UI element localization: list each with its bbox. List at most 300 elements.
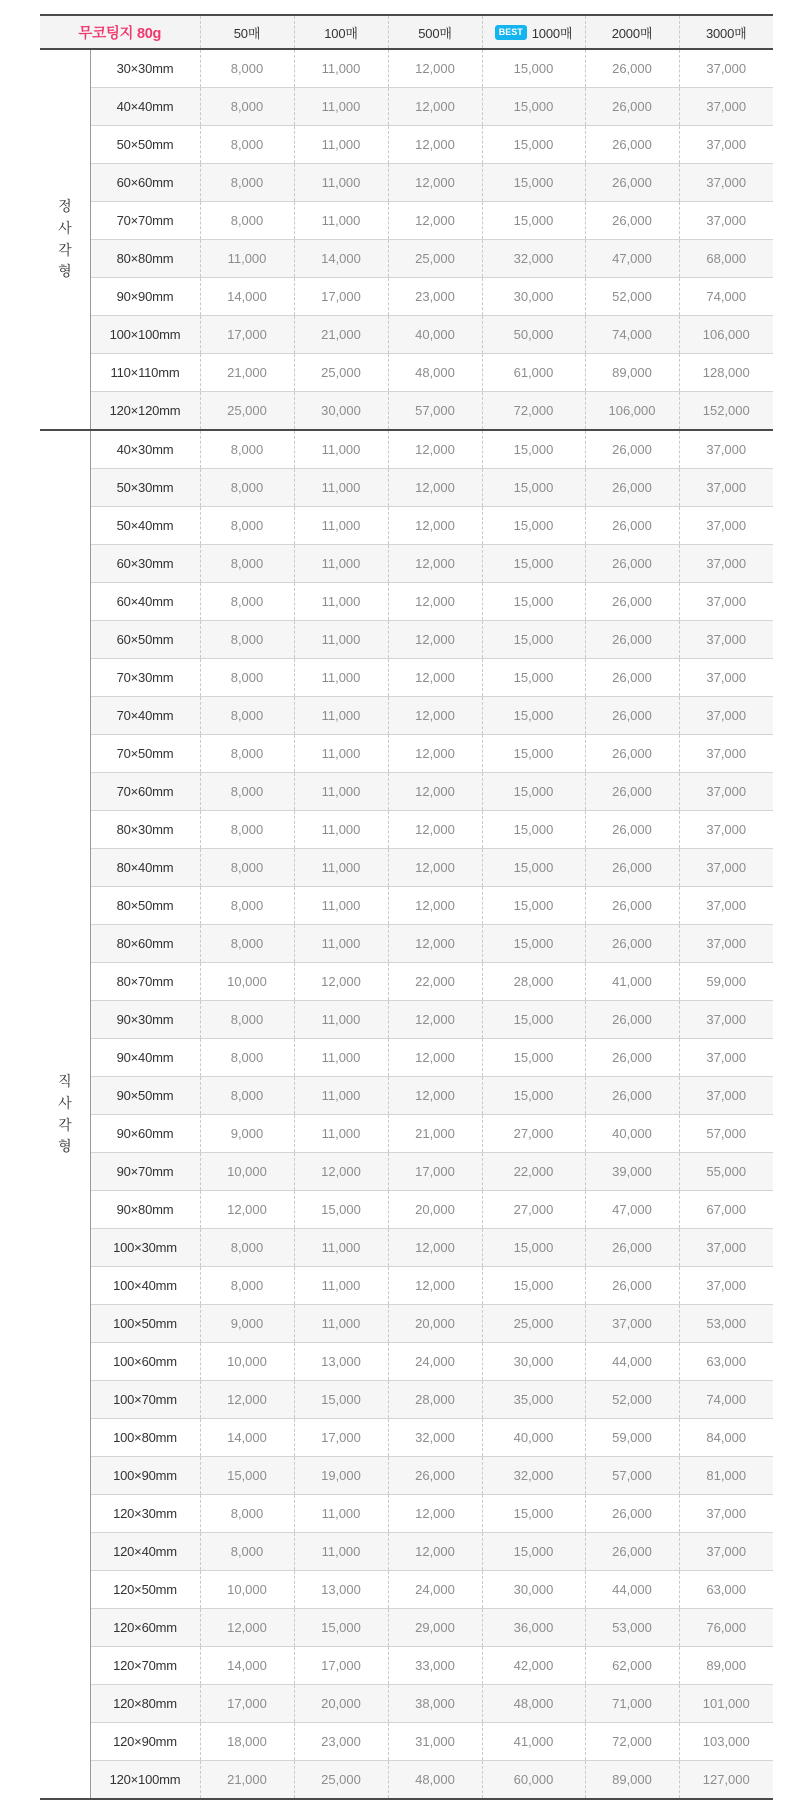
price-cell: 24,000 [388,1571,482,1609]
table-row [40,49,773,88]
price-cell: 17,000 [388,1153,482,1191]
price-cell: 12,000 [388,1495,482,1533]
price-cell: 20,000 [388,1305,482,1343]
price-cell: 8,000 [200,164,294,202]
price-cell: 37,000 [679,164,773,202]
price-cell: 12,000 [388,925,482,963]
group-label-2 [40,430,90,1799]
price-cell: 37,000 [679,1267,773,1305]
price-cell: 106,000 [585,392,679,431]
price-cell: 26,000 [585,430,679,469]
price-cell: 55,000 [679,1153,773,1191]
table-row [40,1001,773,1039]
price-cell: 11,000 [294,849,388,887]
price-cell: 11,000 [294,925,388,963]
size-label: 120×50mm [90,1571,200,1609]
price-cell: 11,000 [294,773,388,811]
size-label: 70×70mm [90,202,200,240]
price-cell: 15,000 [482,773,585,811]
price-cell: 40,000 [388,316,482,354]
price-cell: 37,000 [679,1077,773,1115]
price-cell: 11,000 [294,1267,388,1305]
price-cell: 30,000 [482,1343,585,1381]
price-cell: 27,000 [482,1115,585,1153]
price-cell: 12,000 [200,1191,294,1229]
price-cell: 8,000 [200,887,294,925]
price-cell: 28,000 [388,1381,482,1419]
price-cell: 8,000 [200,811,294,849]
price-cell: 12,000 [388,164,482,202]
price-cell: 25,000 [294,354,388,392]
price-cell: 10,000 [200,1153,294,1191]
table-row [40,1685,773,1723]
price-cell: 26,000 [585,1077,679,1115]
price-cell: 26,000 [585,697,679,735]
price-cell: 11,000 [294,1001,388,1039]
price-cell: 12,000 [388,1267,482,1305]
price-cell: 14,000 [294,240,388,278]
table-row [40,354,773,392]
price-cell: 15,000 [482,164,585,202]
price-cell: 67,000 [679,1191,773,1229]
price-cell: 26,000 [585,126,679,164]
table-row [40,811,773,849]
price-cell: 47,000 [585,1191,679,1229]
price-cell: 15,000 [482,697,585,735]
price-cell: 8,000 [200,925,294,963]
price-cell: 15,000 [482,507,585,545]
price-cell: 74,000 [679,278,773,316]
table-row [40,1229,773,1267]
price-cell: 37,000 [679,126,773,164]
size-label: 50×40mm [90,507,200,545]
price-cell: 11,000 [294,735,388,773]
price-cell: 26,000 [585,469,679,507]
size-label: 80×80mm [90,240,200,278]
size-label: 90×50mm [90,1077,200,1115]
size-label: 80×40mm [90,849,200,887]
table-row [40,735,773,773]
price-cell: 11,000 [294,507,388,545]
table-row [40,1305,773,1343]
price-cell: 8,000 [200,735,294,773]
price-cell: 11,000 [294,1533,388,1571]
price-cell: 41,000 [585,963,679,1001]
price-cell: 37,000 [679,507,773,545]
price-cell: 26,000 [585,583,679,621]
price-cell: 15,000 [482,1039,585,1077]
size-label: 70×60mm [90,773,200,811]
size-label: 80×70mm [90,963,200,1001]
price-cell: 37,000 [679,88,773,126]
table-row [40,621,773,659]
price-cell: 11,000 [294,1495,388,1533]
price-cell: 37,000 [679,735,773,773]
price-cell: 12,000 [388,1077,482,1115]
price-cell: 12,000 [388,811,482,849]
price-cell: 9,000 [200,1115,294,1153]
price-cell: 8,000 [200,469,294,507]
price-cell: 8,000 [200,1267,294,1305]
table-header [40,15,773,49]
table-row [40,773,773,811]
size-label: 110×110mm [90,354,200,392]
price-cell: 57,000 [679,1115,773,1153]
price-cell: 30,000 [294,392,388,431]
price-cell: 23,000 [388,278,482,316]
price-cell: 37,000 [679,773,773,811]
price-cell: 11,000 [294,659,388,697]
header-qty-label: 500매 [418,25,452,41]
price-cell: 106,000 [679,316,773,354]
table-row [40,1191,773,1229]
price-cell: 15,000 [482,1077,585,1115]
table-row [40,316,773,354]
price-cell: 31,000 [388,1723,482,1761]
price-cell: 11,000 [294,1039,388,1077]
price-cell: 35,000 [482,1381,585,1419]
group-label-char: 사 [58,1094,72,1111]
price-cell: 42,000 [482,1647,585,1685]
price-cell: 37,000 [679,49,773,88]
size-label: 50×50mm [90,126,200,164]
group-label-char: 형 [58,263,72,280]
price-cell: 11,000 [294,469,388,507]
price-cell: 12,000 [388,49,482,88]
price-cell: 37,000 [679,469,773,507]
size-label: 80×50mm [90,887,200,925]
price-cell: 12,000 [388,1039,482,1077]
price-cell: 8,000 [200,697,294,735]
price-cell: 12,000 [388,887,482,925]
price-cell: 28,000 [482,963,585,1001]
price-cell: 11,000 [200,240,294,278]
size-label: 100×90mm [90,1457,200,1495]
price-cell: 59,000 [585,1419,679,1457]
price-cell: 8,000 [200,1495,294,1533]
size-label: 60×50mm [90,621,200,659]
price-cell: 26,000 [585,1001,679,1039]
price-cell: 11,000 [294,1115,388,1153]
price-cell: 15,000 [482,887,585,925]
price-cell: 25,000 [294,1761,388,1800]
group-label-char: 형 [58,1138,72,1155]
price-cell: 37,000 [679,925,773,963]
price-cell: 11,000 [294,697,388,735]
price-cell: 26,000 [585,773,679,811]
price-cell: 12,000 [388,621,482,659]
price-cell: 15,000 [294,1381,388,1419]
table-row [40,887,773,925]
size-label: 60×60mm [90,164,200,202]
price-cell: 8,000 [200,1229,294,1267]
price-cell: 11,000 [294,1229,388,1267]
price-cell: 24,000 [388,1343,482,1381]
price-cell: 26,000 [585,659,679,697]
price-cell: 12,000 [388,88,482,126]
price-cell: 8,000 [200,1001,294,1039]
price-cell: 74,000 [679,1381,773,1419]
price-cell: 25,000 [388,240,482,278]
price-cell: 48,000 [388,1761,482,1800]
header-qty-500매 [388,15,482,49]
size-label: 80×60mm [90,925,200,963]
best-badge: BEST [495,25,527,40]
price-cell: 17,000 [294,1647,388,1685]
price-cell: 25,000 [482,1305,585,1343]
price-cell: 60,000 [482,1761,585,1800]
price-cell: 50,000 [482,316,585,354]
price-cell: 8,000 [200,430,294,469]
price-cell: 12,000 [200,1609,294,1647]
price-cell: 44,000 [585,1343,679,1381]
price-cell: 52,000 [585,1381,679,1419]
price-cell: 59,000 [679,963,773,1001]
price-cell: 8,000 [200,49,294,88]
table-row [40,1495,773,1533]
price-cell: 26,000 [585,1039,679,1077]
price-cell: 25,000 [200,392,294,431]
price-cell: 8,000 [200,545,294,583]
price-cell: 12,000 [388,583,482,621]
price-cell: 15,000 [482,583,585,621]
table-row [40,1457,773,1495]
table-row [40,278,773,316]
price-cell: 37,000 [679,1229,773,1267]
header-row [40,15,773,49]
price-cell: 11,000 [294,887,388,925]
table-row [40,545,773,583]
size-label: 30×30mm [90,49,200,88]
size-label: 90×30mm [90,1001,200,1039]
price-cell: 29,000 [388,1609,482,1647]
size-label: 80×30mm [90,811,200,849]
size-label: 90×40mm [90,1039,200,1077]
price-cell: 26,000 [585,1533,679,1571]
price-cell: 12,000 [388,430,482,469]
price-cell: 26,000 [585,621,679,659]
price-cell: 8,000 [200,583,294,621]
price-cell: 81,000 [679,1457,773,1495]
price-cell: 12,000 [388,1001,482,1039]
table-body [40,49,773,1799]
table-row [40,240,773,278]
price-cell: 37,000 [679,1533,773,1571]
price-cell: 11,000 [294,545,388,583]
price-cell: 15,000 [482,849,585,887]
price-cell: 127,000 [679,1761,773,1800]
price-cell: 37,000 [679,887,773,925]
price-cell: 12,000 [388,735,482,773]
table-row [40,469,773,507]
price-cell: 47,000 [585,240,679,278]
header-qty-label: 100매 [324,25,358,41]
price-cell: 26,000 [585,1267,679,1305]
price-cell: 33,000 [388,1647,482,1685]
price-cell: 18,000 [200,1723,294,1761]
price-cell: 26,000 [585,887,679,925]
price-cell: 37,000 [679,849,773,887]
price-cell: 19,000 [294,1457,388,1495]
price-cell: 37,000 [679,697,773,735]
size-label: 70×40mm [90,697,200,735]
table-row [40,1267,773,1305]
group-label-char: 정 [58,198,72,215]
size-label: 90×80mm [90,1191,200,1229]
price-cell: 89,000 [585,1761,679,1800]
table-row [40,1381,773,1419]
price-cell: 37,000 [679,659,773,697]
price-cell: 37,000 [679,583,773,621]
price-cell: 8,000 [200,1039,294,1077]
price-cell: 68,000 [679,240,773,278]
price-cell: 23,000 [294,1723,388,1761]
price-cell: 15,000 [482,202,585,240]
table-row [40,1343,773,1381]
price-table-container [40,14,765,1800]
table-row [40,1153,773,1191]
size-label: 120×120mm [90,392,200,431]
size-label: 100×40mm [90,1267,200,1305]
table-row [40,126,773,164]
price-cell: 13,000 [294,1571,388,1609]
group-label-1 [40,49,90,430]
price-cell: 103,000 [679,1723,773,1761]
group-label-char: 사 [58,219,72,236]
price-cell: 10,000 [200,1343,294,1381]
table-row [40,1115,773,1153]
table-title: 무코팅지 80g [40,15,200,49]
price-cell: 12,000 [388,469,482,507]
price-cell: 12,000 [388,202,482,240]
size-label: 90×70mm [90,1153,200,1191]
price-cell: 9,000 [200,1305,294,1343]
price-cell: 22,000 [482,1153,585,1191]
size-label: 120×100mm [90,1761,200,1800]
price-cell: 37,000 [679,545,773,583]
price-table [40,14,773,1800]
price-cell: 52,000 [585,278,679,316]
price-cell: 26,000 [585,1229,679,1267]
price-cell: 76,000 [679,1609,773,1647]
price-cell: 37,000 [679,1495,773,1533]
price-cell: 37,000 [585,1305,679,1343]
price-cell: 89,000 [679,1647,773,1685]
size-label: 90×60mm [90,1115,200,1153]
price-cell: 30,000 [482,278,585,316]
price-cell: 11,000 [294,126,388,164]
price-cell: 74,000 [585,316,679,354]
price-cell: 15,000 [482,49,585,88]
size-label: 120×80mm [90,1685,200,1723]
price-cell: 36,000 [482,1609,585,1647]
size-label: 50×30mm [90,469,200,507]
price-cell: 8,000 [200,849,294,887]
price-cell: 37,000 [679,811,773,849]
price-cell: 39,000 [585,1153,679,1191]
table-row [40,1039,773,1077]
price-cell: 71,000 [585,1685,679,1723]
price-cell: 37,000 [679,1001,773,1039]
table-row [40,925,773,963]
price-cell: 26,000 [585,545,679,583]
price-cell: 12,000 [200,1381,294,1419]
price-cell: 15,000 [482,469,585,507]
price-cell: 8,000 [200,621,294,659]
table-row [40,697,773,735]
size-label: 120×30mm [90,1495,200,1533]
table-row [40,1077,773,1115]
price-cell: 22,000 [388,963,482,1001]
price-cell: 12,000 [294,963,388,1001]
price-cell: 8,000 [200,126,294,164]
price-cell: 14,000 [200,1647,294,1685]
price-cell: 32,000 [388,1419,482,1457]
header-qty-50매 [200,15,294,49]
table-row [40,392,773,431]
price-cell: 21,000 [388,1115,482,1153]
price-cell: 12,000 [388,1229,482,1267]
table-row [40,88,773,126]
price-cell: 12,000 [388,659,482,697]
price-cell: 17,000 [294,278,388,316]
price-cell: 11,000 [294,1077,388,1115]
price-cell: 15,000 [482,735,585,773]
price-cell: 26,000 [585,1495,679,1533]
group-label-char: 직 [58,1073,72,1090]
header-qty-2000매 [585,15,679,49]
table-row [40,1419,773,1457]
price-cell: 11,000 [294,164,388,202]
table-row [40,430,773,469]
price-cell: 57,000 [585,1457,679,1495]
price-cell: 21,000 [200,354,294,392]
table-row [40,1761,773,1800]
size-label: 100×30mm [90,1229,200,1267]
price-cell: 44,000 [585,1571,679,1609]
size-label: 90×90mm [90,278,200,316]
table-row [40,1609,773,1647]
price-cell: 20,000 [388,1191,482,1229]
price-cell: 17,000 [200,316,294,354]
price-cell: 17,000 [200,1685,294,1723]
size-label: 70×30mm [90,659,200,697]
header-qty-3000매 [679,15,773,49]
size-label: 120×40mm [90,1533,200,1571]
price-cell: 12,000 [388,545,482,583]
price-cell: 15,000 [294,1191,388,1229]
price-cell: 8,000 [200,88,294,126]
price-cell: 57,000 [388,392,482,431]
table-row [40,507,773,545]
price-cell: 11,000 [294,430,388,469]
price-cell: 15,000 [482,1267,585,1305]
price-cell: 26,000 [585,164,679,202]
price-cell: 30,000 [482,1571,585,1609]
size-label: 120×60mm [90,1609,200,1647]
price-cell: 63,000 [679,1343,773,1381]
price-cell: 8,000 [200,659,294,697]
price-cell: 128,000 [679,354,773,392]
price-cell: 12,000 [388,126,482,164]
price-cell: 12,000 [388,773,482,811]
price-cell: 53,000 [679,1305,773,1343]
group-label-char: 각 [58,1116,72,1133]
price-cell: 26,000 [585,49,679,88]
group-label-char: 각 [58,241,72,258]
table-row [40,1723,773,1761]
header-qty-100매 [294,15,388,49]
